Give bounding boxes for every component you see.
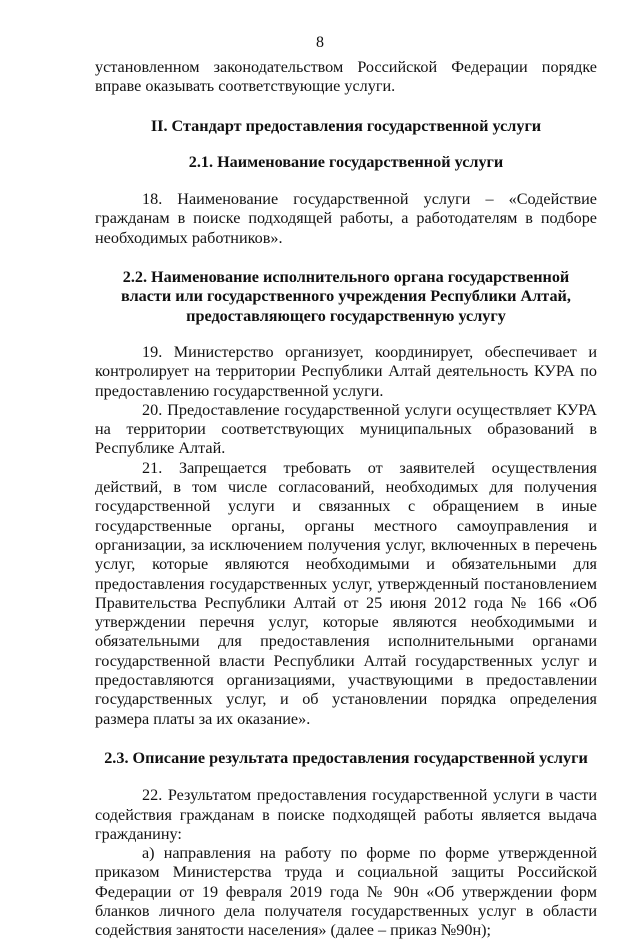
- paragraph-22a: а) направления на работу по форме по форме утвержденной приказом Министерства труда и социальной защиты Российской Федерации от 19 февраля 2019 года № 90н «Об утверждении форм бланков личного дела получателя государственных услуг в области содействия занятости населения» (далее – приказ №90н);: [95, 844, 597, 940]
- paragraph-21: 21. Запрещается требовать от заявителей осуществления действий, в том числе согласований, необходимых для получения государственной услуги и связанных с обращением в иные государственные органы, органы местного самоуправления и организации, за исключением получения услуг, включенных в перечень услуг, которые являются необходимыми и обязательными для предоставления государственных услуг, утвержденный постановлением Правительства Республики Алтай от 25 июня 2012 года № 166 «Об утверждении перечня услуг, которые являются необходимыми и обязательными для предоставления исполнительными органами государственной власти Республики Алтай государственных услуг и предоставляются организациями, участвующими в предоставлении государственных услуг, и об установлении порядка определения размера платы за их оказание».: [95, 458, 597, 728]
- subsection-2-3-title: 2.3. Описание результата предоставления государственной услуги: [104, 748, 588, 767]
- paragraph-19: 19. Министерство организует, координирует, обеспечивает и контролирует на территории Республики Алтай деятельность КУРА по предоставлению государственной услуги.: [95, 342, 597, 400]
- intro-paragraph: установленном законодательством Российской Федерации порядке вправе оказывать соответствующие услуги.: [95, 58, 597, 96]
- paragraph-18: 18. Наименование государственной услуги – «Содействие гражданам в поиске подходящей работы, а работодателям в подборе необходимых работников».: [95, 190, 597, 247]
- subsection-2-2-title-line-3: предоставляющего государственную услугу: [186, 306, 506, 325]
- subsection-2-2-title: [95, 268, 597, 326]
- paragraph-20: 20. Предоставление государственной услуги осуществляет КУРА на территории соответствующих муниципальных образований в Республике Алтай.: [95, 400, 597, 458]
- subsection-2-1-title: 2.1. Наименование государственной услуги: [188, 152, 504, 171]
- document-body: [95, 58, 597, 941]
- paragraph-22: 22. Результатом предоставления государственной услуги в части содействия гражданам в поиске подходящей работы является выдача гражданину:: [95, 786, 597, 843]
- subsection-2-2-title-line-2: власти или государственного учреждения Республики Алтай,: [121, 287, 571, 306]
- page-number: 8: [316, 34, 324, 51]
- subsection-2-2-title-line-1: 2.2. Наименование исполнительного органа государственной: [122, 268, 570, 287]
- section-title: II. Стандарт предоставления государственной услуги: [150, 116, 542, 135]
